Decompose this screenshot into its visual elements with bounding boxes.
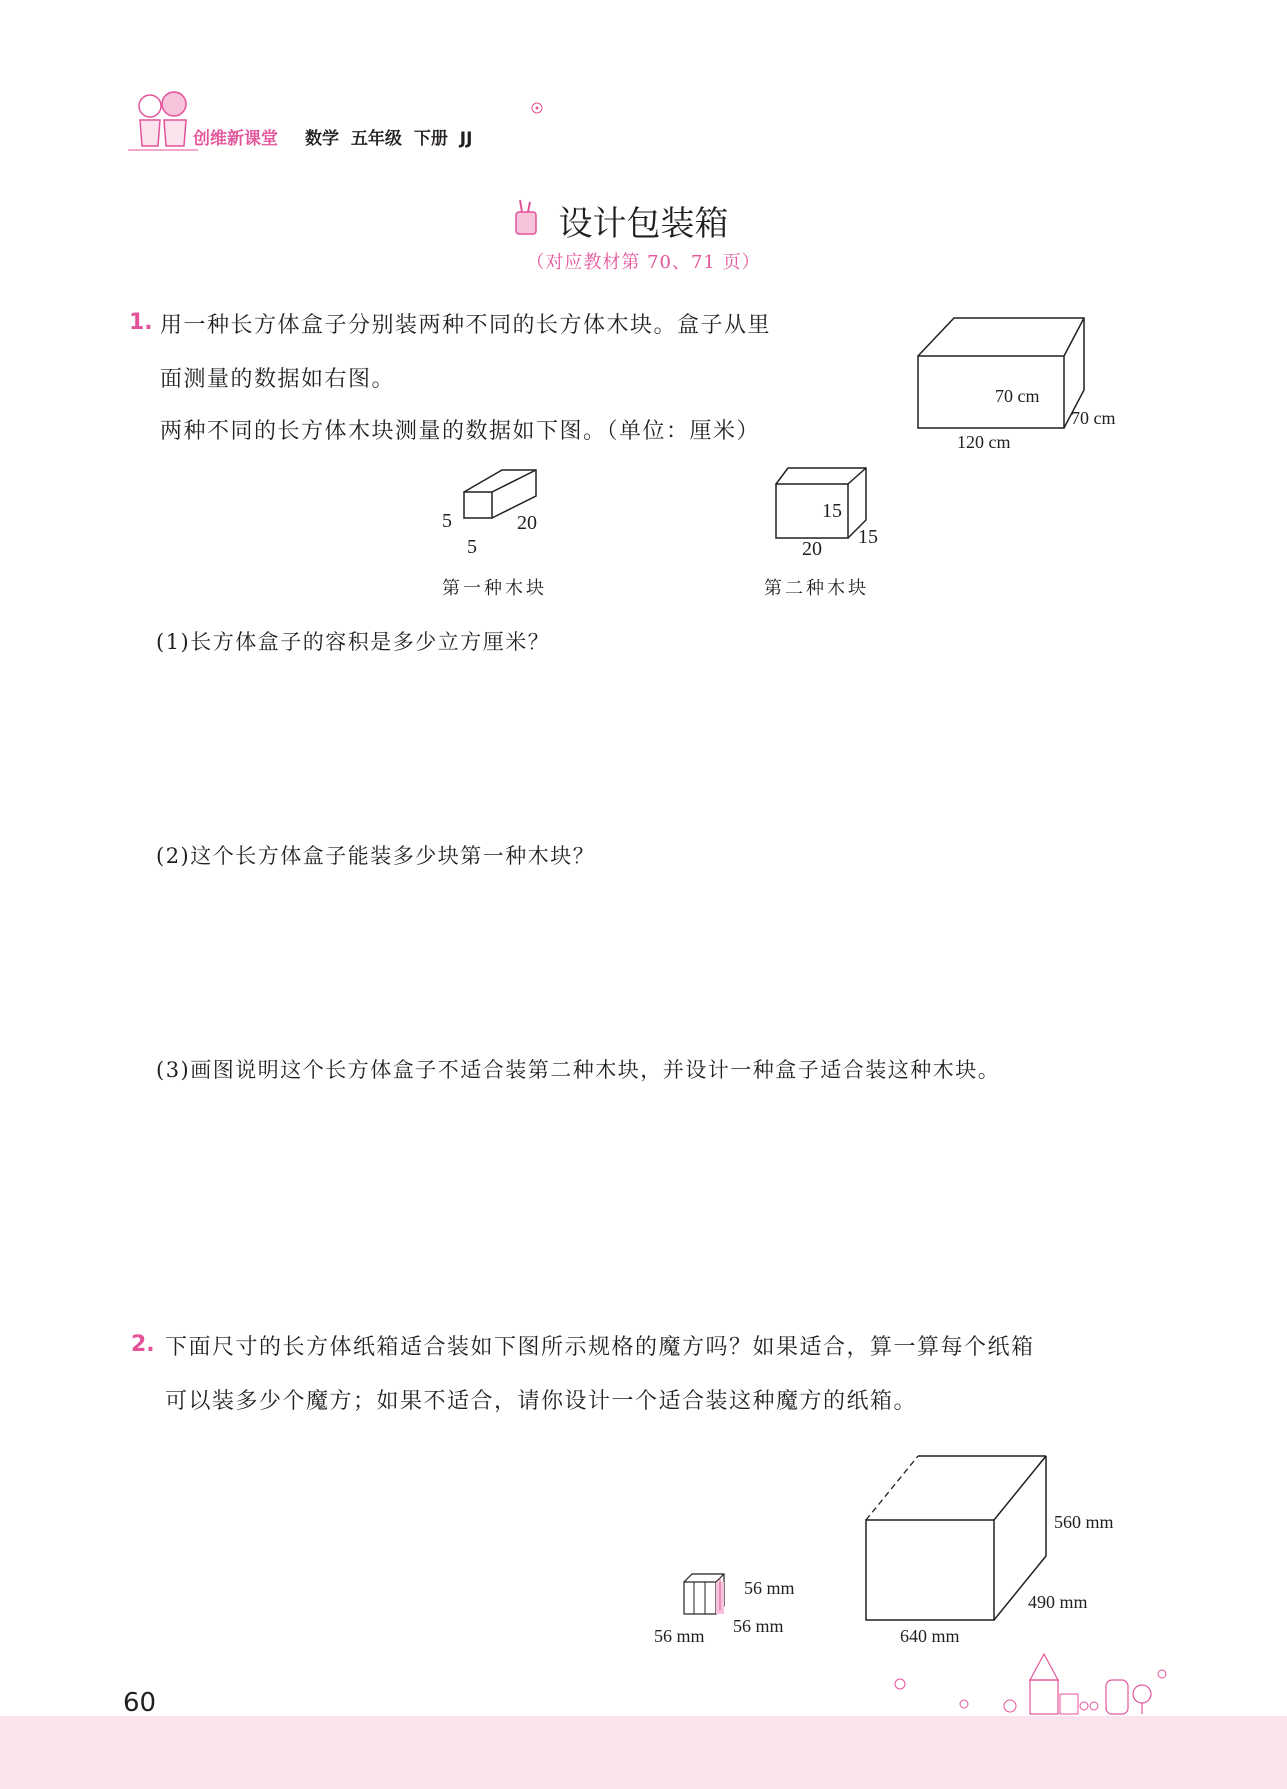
q1-box-diagram — [910, 310, 1090, 430]
q1-text-line1: 用一种长方体盒子分别装两种不同的长方体木块。盒子从里 — [160, 313, 772, 338]
q1-block1-length-label: 20 — [517, 512, 537, 534]
flower-decoration-icon — [528, 100, 546, 116]
q2-text-line1: 下面尺寸的长方体纸箱适合装如下图所示规格的魔方吗？如果适合，算一算每个纸箱 — [165, 1335, 1035, 1360]
q1-box-depth-label: 70 cm — [1071, 408, 1116, 428]
q2-carton-height-label: 560 mm — [1054, 1512, 1114, 1532]
header-subject-line: 数学 五年级 下册 JJ — [305, 129, 473, 149]
q1-text-line2: 面测量的数据如右图。 — [160, 367, 396, 392]
page-number: 60 — [123, 1688, 157, 1718]
q1-block2-depth-label: 15 — [858, 526, 878, 548]
q1-text-line3: 两种不同的长方体木块测量的数据如下图。（单位：厘米） — [160, 419, 761, 444]
q1-block2-caption: 第二种木块 — [764, 578, 869, 599]
q1-block2-width-label: 20 — [802, 538, 822, 560]
q2-cube-depth-label: 56 mm — [733, 1616, 784, 1636]
q2-rubiks-cube-diagram — [682, 1570, 730, 1618]
header-brand: 创维新课堂 — [193, 129, 278, 149]
q1-block2-height-label: 15 — [822, 500, 842, 522]
q1-block1-height-label: 5 — [442, 510, 452, 532]
lesson-title: 设计包装箱 — [558, 204, 729, 244]
q2-carton-depth-label: 490 mm — [1028, 1592, 1088, 1612]
q1-box-length-label: 120 cm — [957, 432, 1011, 452]
q1-box-height-label: 70 cm — [995, 386, 1040, 406]
footer-band — [0, 1716, 1287, 1789]
header-kids-illustration — [128, 88, 198, 158]
q1-part1: (1)长方体盒子的容积是多少立方厘米？ — [156, 630, 551, 654]
q1-part2: (2)这个长方体盒子能装多少块第一种木块？ — [156, 844, 596, 868]
q1-block1-width-label: 5 — [467, 536, 477, 558]
footer-castle-illustration — [880, 1650, 1170, 1716]
lesson-subtitle: （对应教材第 70、71 页） — [526, 252, 761, 273]
q2-carton-width-label: 640 mm — [900, 1626, 960, 1646]
q1-block1-caption: 第一种木块 — [442, 578, 547, 599]
q2-number: 2. — [131, 1332, 155, 1357]
q2-cube-width-label: 56 mm — [654, 1626, 705, 1646]
q2-cube-height-label: 56 mm — [744, 1578, 795, 1598]
q1-part3: (3)画图说明这个长方体盒子不适合装第二种木块，并设计一种盒子适合装这种木块。 — [156, 1058, 1001, 1082]
q2-carton-diagram — [860, 1450, 1050, 1625]
q2-text-line2: 可以装多少个魔方；如果不适合，请你设计一个适合装这种魔方的纸箱。 — [165, 1389, 918, 1414]
q1-number: 1. — [129, 310, 153, 335]
